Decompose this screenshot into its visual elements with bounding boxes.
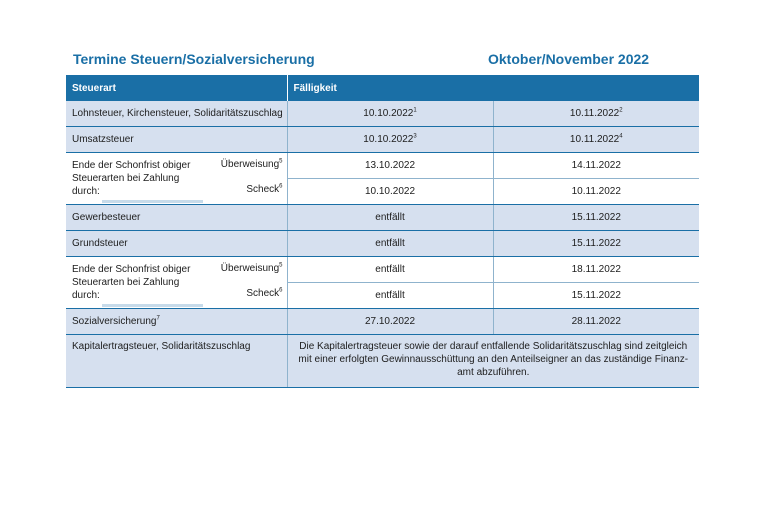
date-november: 10.11.2022$^4$ xyxy=(493,127,699,153)
header-faelligkeit: Fälligkeit xyxy=(287,75,699,101)
footnote-marker: 1 xyxy=(413,107,417,114)
table-row-schonfrist-2-ueberweisung xyxy=(66,257,699,283)
kapitalertragsteuer-note: Die Kapitalertragsteuer sowie der darauf entfallende Solidaritätszuschlag sind zeitgleich mit einer erfolgten Gewinnausschüttung an den Anteilseigner an das zuständige Finanz- amt abzuführen. xyxy=(287,335,699,388)
date-november: 14.11.2022 xyxy=(493,153,699,179)
row-label: Kapitalertragsteuer, Solidaritätszuschlag xyxy=(66,335,287,388)
row-label: Grundsteuer xyxy=(66,231,287,257)
date-november: 10.11.2022 xyxy=(493,179,699,205)
ueberweisung-label: Überweisung$^5$ xyxy=(220,158,283,170)
table-row-umsatzsteuer xyxy=(66,127,699,153)
date-october: 10.10.2022$^3$ xyxy=(287,127,493,153)
schonfrist-label-cell xyxy=(66,257,287,309)
date-october: 13.10.2022 xyxy=(287,153,493,179)
scheck-label: Scheck$^6$ xyxy=(246,287,283,299)
table-header-row xyxy=(66,75,699,101)
date-november: 15.11.2022 xyxy=(493,205,699,231)
date-october: 27.10.2022 xyxy=(287,309,493,335)
date-october: entfällt xyxy=(287,205,493,231)
date-october: 10.10.2022 xyxy=(287,179,493,205)
row-label: Umsatzsteuer xyxy=(66,127,287,153)
page-title: Termine Steuern/Sozialversicherung xyxy=(73,51,315,67)
footnote-marker: 3 xyxy=(413,133,417,140)
table-row-grundsteuer xyxy=(66,231,699,257)
row-label: Lohnsteuer, Kirchensteuer, Solidaritätszuschlag xyxy=(66,101,287,127)
footnote-marker: 4 xyxy=(619,133,623,140)
accent-bar xyxy=(102,304,203,307)
date-november: 15.11.2022 xyxy=(493,231,699,257)
date-october: entfällt xyxy=(287,231,493,257)
date-november: 10.11.2022$^2$ xyxy=(493,101,699,127)
table-row-lohnsteuer xyxy=(66,101,699,127)
table-row-sozialversicherung xyxy=(66,309,699,335)
footnote-marker: 2 xyxy=(619,107,623,114)
date-november: 28.11.2022 xyxy=(493,309,699,335)
header-steuerart: Steuerart xyxy=(66,75,287,101)
ueberweisung-label: Überweisung$^5$ xyxy=(220,262,283,274)
date-november: 18.11.2022 xyxy=(493,257,699,283)
scheck-label: Scheck$^6$ xyxy=(246,183,283,195)
table-row-gewerbesteuer xyxy=(66,205,699,231)
schonfrist-text: Ende der Schonfrist obiger Steuerarten bei Zahlung durch: xyxy=(72,160,191,197)
row-label: Gewerbesteuer xyxy=(66,205,287,231)
accent-bar xyxy=(102,200,203,203)
schonfrist-text: Ende der Schonfrist obiger Steuerarten bei Zahlung durch: xyxy=(72,264,191,301)
table-row-schonfrist-1-ueberweisung xyxy=(66,153,699,179)
date-october: 10.10.2022$^1$ xyxy=(287,101,493,127)
footnote-marker: 7 xyxy=(156,315,160,322)
row-label: Sozialversicherung$^7$ xyxy=(66,309,287,335)
schonfrist-label-cell xyxy=(66,153,287,205)
tax-deadlines-table xyxy=(66,75,699,388)
period-title: Oktober/November 2022 xyxy=(488,51,650,67)
date-november: 15.11.2022 xyxy=(493,283,699,309)
table-row-kapitalertragsteuer xyxy=(66,335,699,388)
date-october: entfällt xyxy=(287,257,493,283)
date-october: entfällt xyxy=(287,283,493,309)
